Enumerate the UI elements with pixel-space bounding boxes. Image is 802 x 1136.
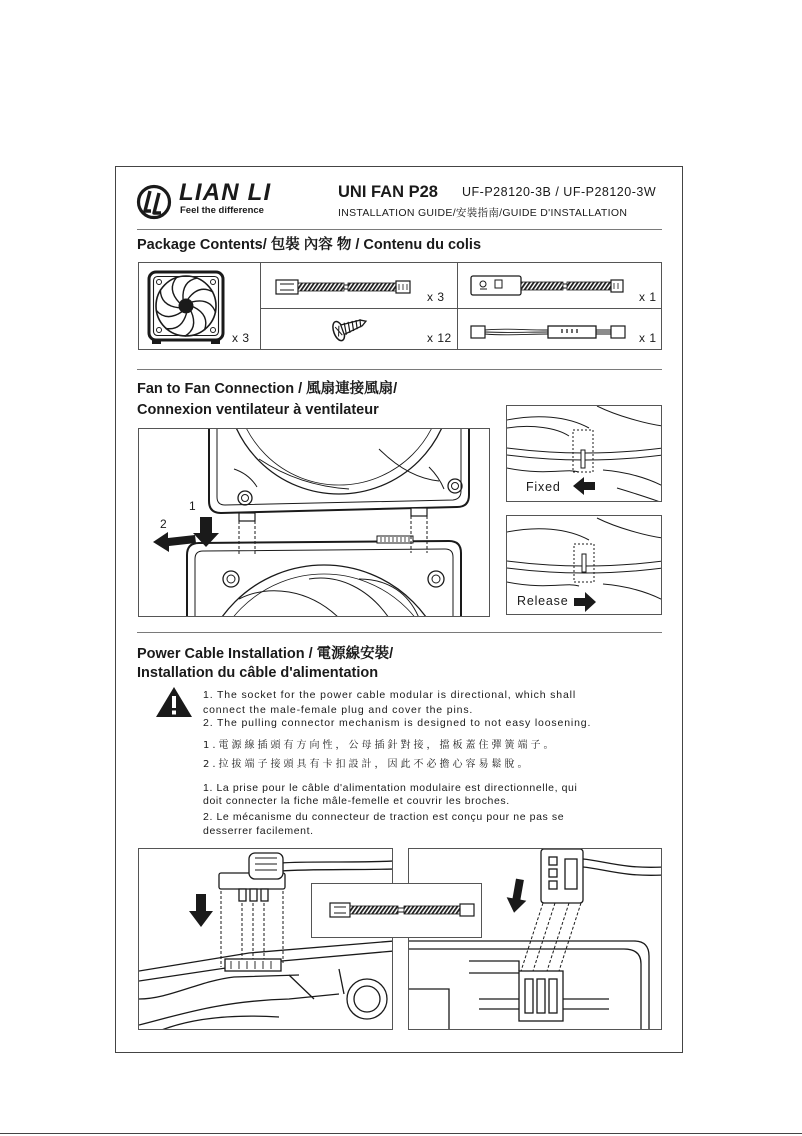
insert-down-arrow	[189, 894, 213, 927]
cable-connector	[460, 904, 474, 916]
release-arrow-right-icon	[574, 592, 596, 612]
qty-fan-cable: x 3	[427, 290, 445, 304]
note-fr-line: doit connecter la fiche mâle-femelle et couvrir les broches.	[203, 795, 510, 807]
fixed-label: Fixed	[526, 480, 561, 494]
table-divider	[260, 308, 662, 309]
latch	[582, 554, 586, 572]
fan-cable-icon	[270, 276, 420, 298]
cable-braid	[350, 906, 398, 914]
fan-hub	[179, 299, 194, 314]
fan-frame-edge	[409, 941, 649, 1030]
top-fan	[209, 429, 469, 521]
fan-icon	[147, 270, 225, 346]
note-zh-line: 2.拉拔端子接頭具有卡扣設計，因此不必擔心容易鬆脫。	[203, 759, 531, 770]
note-fr-line: desserrer facilement.	[203, 825, 314, 837]
brand-name: LIAN LI	[179, 179, 272, 206]
fan-foot	[211, 339, 220, 344]
note-zh-line: 1.電源線插頭有方向性，公母插針對接，擋板蓋住彈簧端子。	[203, 740, 557, 751]
note-fr-line: 1. La prise pour le câble d'alimentation modulaire est directionnelle, qui	[203, 782, 578, 794]
power-cable-inset	[311, 883, 482, 938]
note-en-line: 1. The socket for the power cable modular is directional, which shall	[203, 689, 577, 701]
brand-tagline: Feel the difference	[180, 205, 264, 216]
lian-li-logo-icon	[136, 184, 174, 220]
qty-screw: x 12	[427, 331, 452, 345]
page-bottom-edge	[0, 1133, 802, 1134]
cable-braid	[521, 282, 563, 290]
step-2-label: 2	[160, 517, 167, 531]
power-cable-title: Power Cable Installation / 電源線安裝/	[137, 646, 394, 662]
fan-foot	[152, 339, 161, 344]
cable-wires	[485, 329, 548, 335]
cable-braid	[348, 283, 396, 291]
power-cable-subtitle: Installation du câble d'alimentation	[137, 665, 379, 681]
table-divider	[260, 262, 261, 350]
controller-cable-icon	[468, 272, 638, 300]
fan-frame-edge	[139, 941, 393, 1030]
qty-controller-cable: x 1	[639, 290, 657, 304]
cable-braid	[567, 282, 611, 290]
fixed-arrow-left-icon	[573, 477, 595, 495]
cable-braid	[298, 283, 344, 291]
insert-down-arrow	[504, 878, 530, 915]
section-divider	[137, 632, 662, 633]
model-numbers: UF-P28120-3B / UF-P28120-3W	[462, 185, 657, 199]
screw-icon	[330, 312, 370, 342]
product-name: UNI FAN P28	[338, 183, 438, 201]
release-label: Release	[517, 594, 569, 608]
power-plug-insert-illustration	[138, 848, 393, 1030]
cable-connector	[276, 280, 298, 294]
cable-connector	[611, 280, 623, 292]
power-plug	[541, 849, 662, 903]
power-plug-seated-illustration	[408, 848, 662, 1030]
controller-box	[471, 276, 521, 295]
bottom-fan	[187, 536, 461, 617]
qty-fan: x 3	[232, 331, 250, 345]
step-1-label: 1	[189, 499, 196, 513]
inline-controller-cable-icon	[468, 320, 638, 344]
qty-inline-controller-cable: x 1	[639, 331, 657, 345]
note-en-line: 2. The pulling connector mechanism is designed to not easy loosening.	[203, 717, 592, 729]
note-en-line: connect the male-female plug and cover the pins.	[203, 704, 474, 716]
guide-title: INSTALLATION GUIDE/安裝指南/GUIDE D'INSTALLATION	[338, 207, 628, 219]
note-fr-line: 2. Le mécanisme du connecteur de traction est conçu pour ne pas se	[203, 811, 565, 823]
alignment-guides	[521, 903, 581, 971]
section-divider	[137, 369, 662, 370]
power-cable-icon	[312, 884, 482, 938]
warning-icon	[155, 686, 193, 718]
table-divider	[457, 262, 458, 350]
cable-connector	[330, 903, 350, 917]
cable-connector	[471, 326, 485, 338]
fan-connection-subtitle: Connexion ventilateur à ventilateur	[137, 402, 379, 418]
package-contents-title: Package Contents/ 包裝 內容 物 / Contenu du colis	[137, 237, 482, 253]
cable-connector	[611, 326, 625, 338]
header-divider	[137, 229, 662, 230]
cable-braid	[404, 906, 460, 914]
latch	[581, 450, 585, 468]
fan-connection-illustration	[138, 428, 490, 617]
fan-connection-title: Fan to Fan Connection / 風扇連接風扇/	[137, 381, 398, 397]
